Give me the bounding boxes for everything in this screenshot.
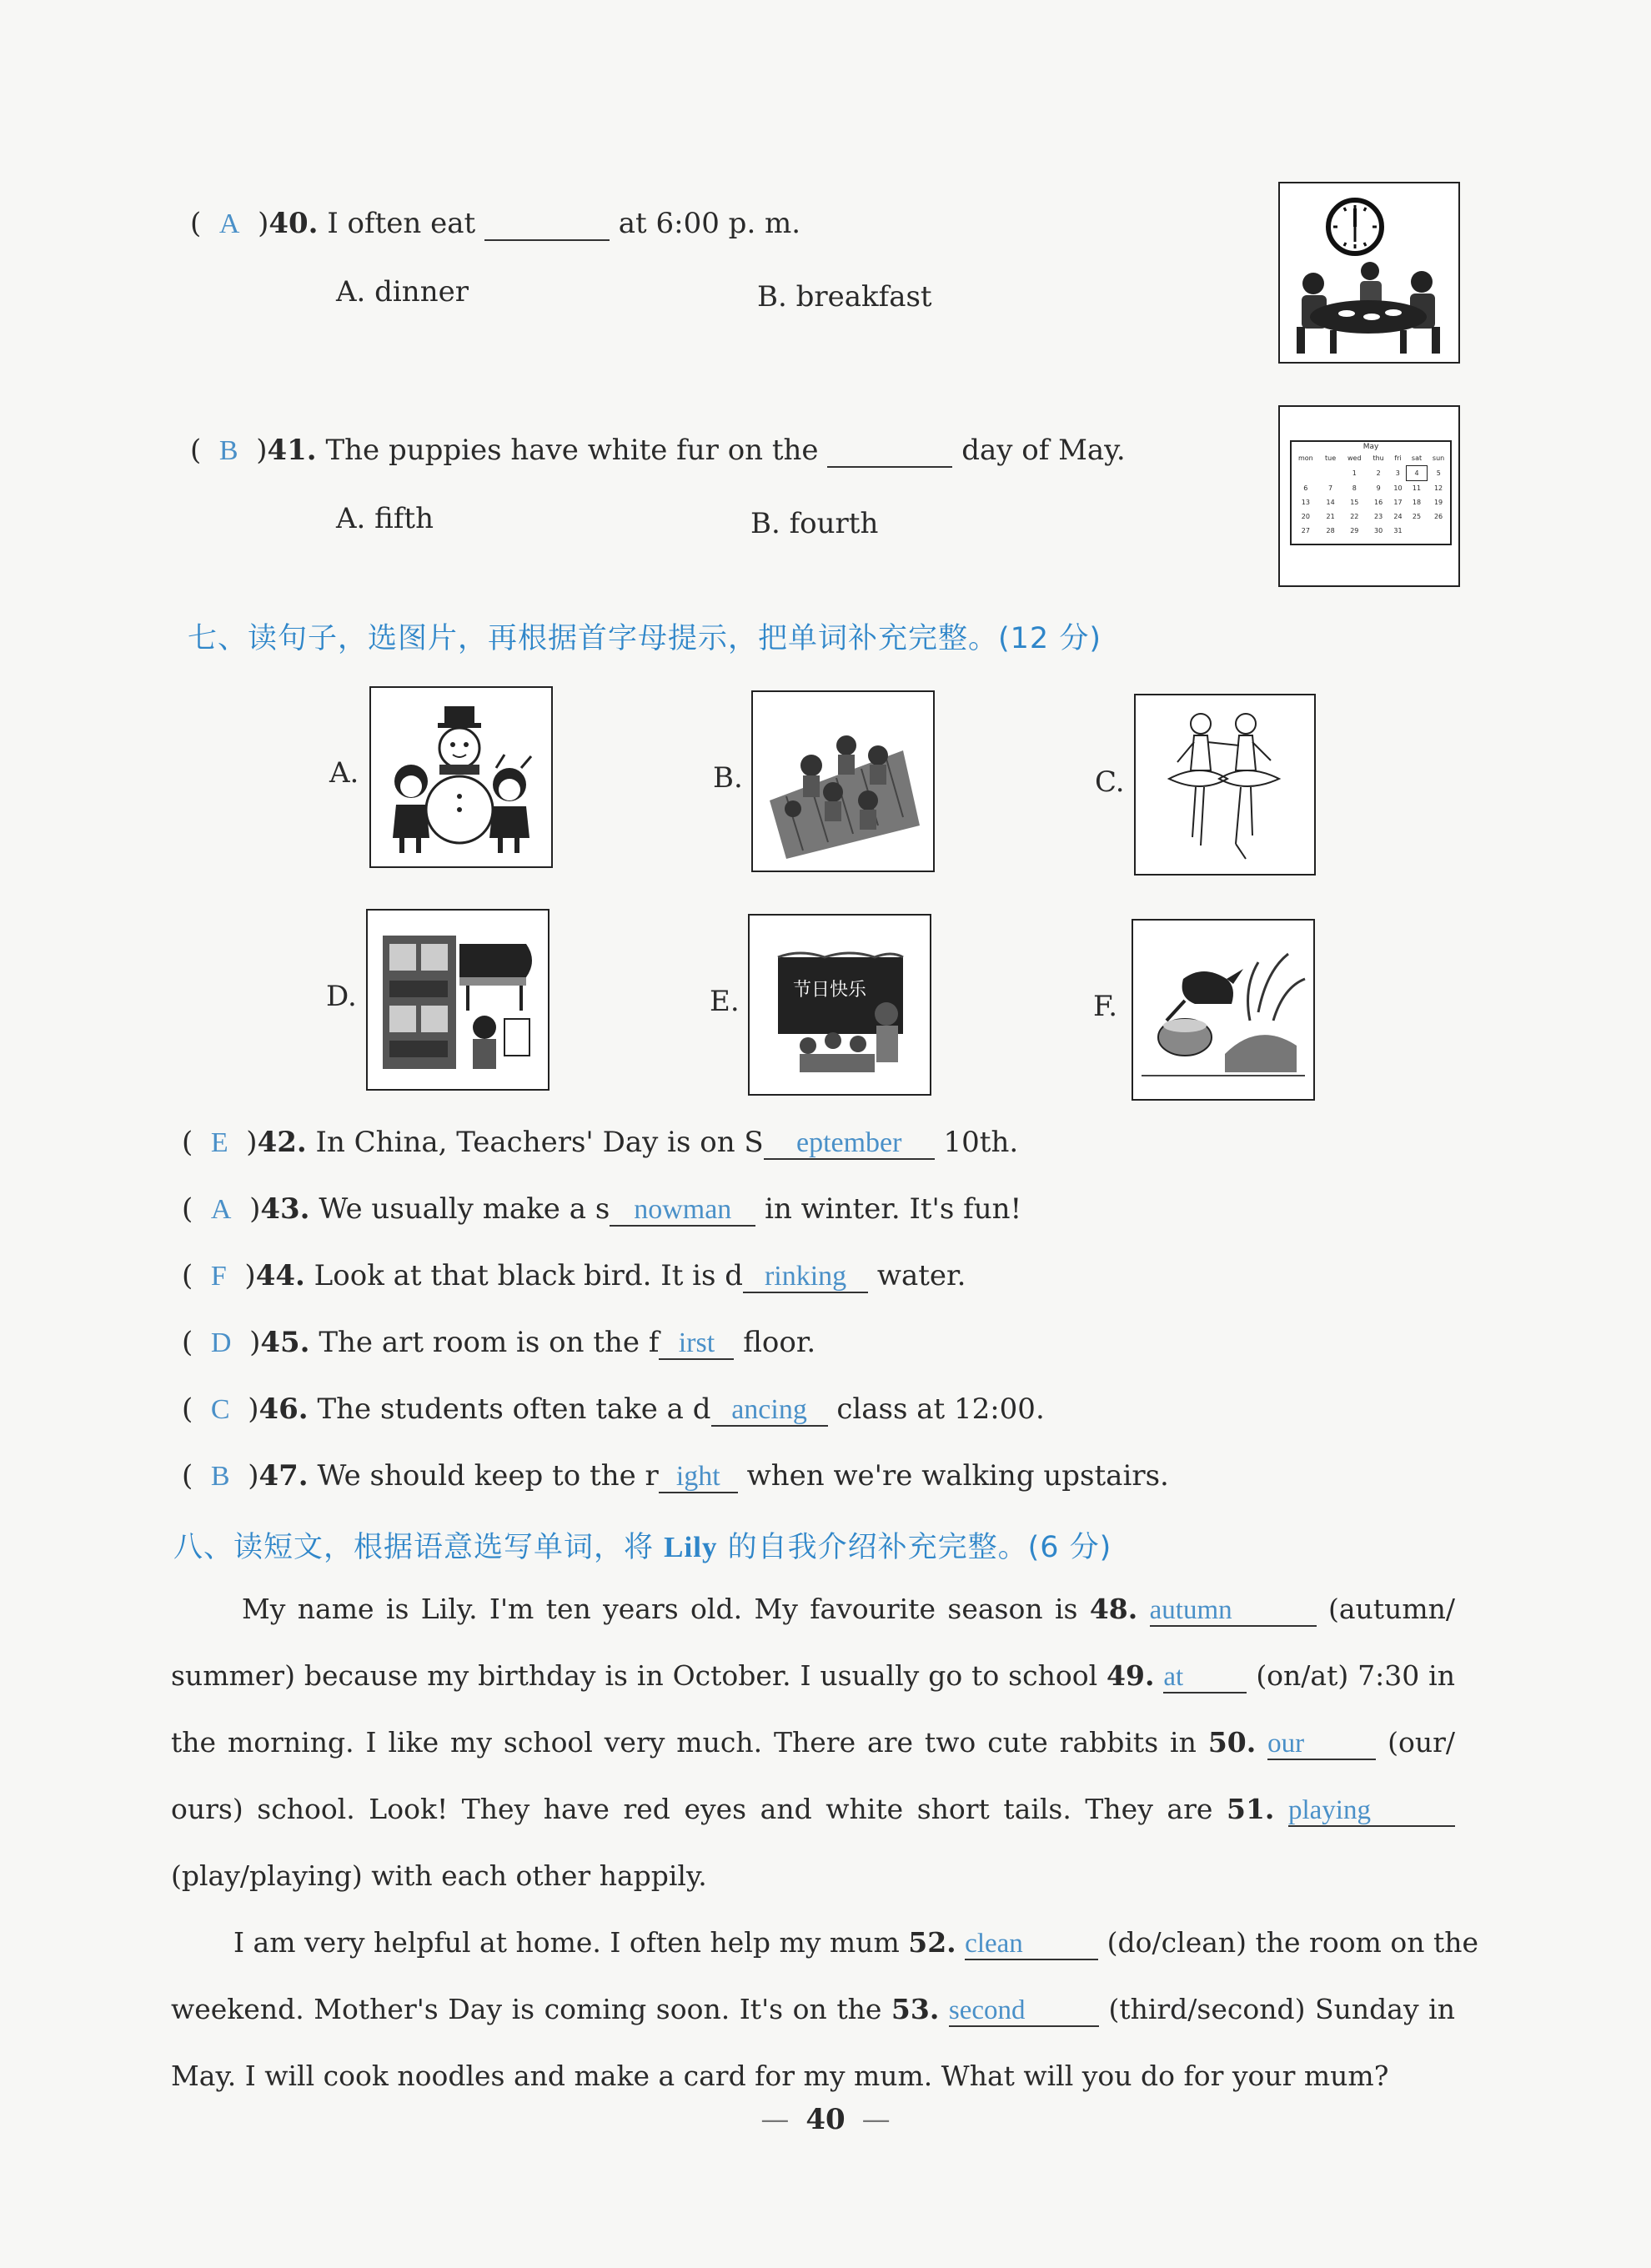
picture-label-d: D. xyxy=(326,980,357,1013)
answer-blank: eptember xyxy=(764,1127,935,1160)
question-text: floor. xyxy=(743,1326,816,1359)
passage-line xyxy=(171,1576,1455,1643)
question-text: in winter. It's fun! xyxy=(765,1192,1022,1226)
section-title-text: 的自我介绍补充完整。(6 分) xyxy=(727,1531,1112,1564)
question-41: ( B )41. The puppies have white fur on the day of May. xyxy=(190,434,1126,467)
passage xyxy=(171,1576,1478,2110)
answer-blank: ancing xyxy=(711,1394,828,1427)
question-text: In China, Teachers' Day is on S xyxy=(315,1126,764,1159)
calendar-date: 4 xyxy=(1407,466,1427,481)
calendar-table xyxy=(1292,451,1450,538)
calendar-date: 26 xyxy=(1433,513,1443,520)
answer-blank-51: playing xyxy=(1288,1795,1455,1827)
calendar-date: 31 xyxy=(1393,527,1403,534)
passage-text: (our/ xyxy=(1388,1726,1455,1759)
passage-text: weekend. Mother's Day is coming soon. It's on the xyxy=(171,1993,882,2025)
passage-text: (third/second) Sunday in xyxy=(1108,1993,1455,2025)
snowman-picture xyxy=(369,686,553,868)
calendar-date: 3 xyxy=(1395,469,1400,477)
answer-blank-48: autumn xyxy=(1150,1595,1317,1627)
blank-number: 50. xyxy=(1207,1726,1257,1759)
calendar-date: 30 xyxy=(1374,527,1383,534)
section-7-title: 七、读句子，选图片，再根据首字母提示，把单词补充完整。(12 分) xyxy=(188,622,1102,655)
stairs-picture xyxy=(751,690,935,872)
blank-number: 51. xyxy=(1226,1793,1275,1825)
passage-text: the morning. I like my school very much. There are two cute rabbits in xyxy=(171,1726,1197,1759)
question-text: We usually make a s xyxy=(319,1192,610,1226)
question-text: We should keep to the r xyxy=(317,1459,659,1493)
question-text: at 6:00 p. m. xyxy=(618,207,801,240)
passage-text: ours) school. Look! They have red eyes and white short tails. They are xyxy=(171,1793,1213,1825)
question-number: 43. xyxy=(260,1192,310,1226)
calendar-date: 17 xyxy=(1393,499,1403,506)
calendar-date: 20 xyxy=(1301,513,1310,520)
option-a: A. fifth xyxy=(336,502,434,535)
calendar-date: 8 xyxy=(1352,484,1357,492)
calendar-date: 25 xyxy=(1412,513,1422,520)
blank-number: 49. xyxy=(1107,1659,1155,1692)
question-45: ( D )45. The art room is on the f irst floor. xyxy=(182,1326,816,1359)
calendar-day-header: tue xyxy=(1325,454,1337,463)
calendar-date: 13 xyxy=(1301,499,1310,506)
question-text: The art room is on the f xyxy=(319,1326,660,1359)
passage-line xyxy=(171,1776,1455,1843)
calendar-day-header: thu xyxy=(1372,454,1384,463)
question-number: 40. xyxy=(268,207,319,240)
answer-blank: irst xyxy=(659,1327,734,1360)
page-number: — 40 — xyxy=(760,2103,891,2136)
calendar-date: 6 xyxy=(1303,484,1308,492)
calendar-day-header: sun xyxy=(1432,454,1445,463)
question-number: 45. xyxy=(260,1326,310,1359)
calendar-date xyxy=(1407,524,1427,538)
picture-label-c: C. xyxy=(1095,765,1125,799)
passage-text: (on/at) 7:30 in xyxy=(1256,1659,1455,1692)
calendar-date: 9 xyxy=(1376,484,1381,492)
calendar-date: 23 xyxy=(1374,513,1383,520)
answer-blank xyxy=(484,208,610,241)
blank-number: 48. xyxy=(1089,1593,1138,1625)
answer-41: B xyxy=(218,435,238,466)
answer-blank-49: at xyxy=(1163,1662,1247,1693)
question-47: ( B )47. We should keep to the r ight when we're walking upstairs. xyxy=(182,1459,1169,1493)
answer-blank: rinking xyxy=(743,1261,868,1293)
teachers-day-picture xyxy=(748,914,931,1096)
option-a: A. dinner xyxy=(336,275,469,309)
page-number-value: 40 xyxy=(805,2103,846,2136)
calendar-date: 19 xyxy=(1433,499,1443,506)
calendar-week xyxy=(1292,481,1450,496)
picture-label-e: E. xyxy=(710,985,740,1018)
question-text: The puppies have white fur on the xyxy=(325,434,819,467)
calendar-picture xyxy=(1278,405,1460,587)
answer-blank-50: our xyxy=(1267,1729,1376,1760)
calendar-date: 7 xyxy=(1328,484,1333,492)
picture-label-a: A. xyxy=(329,756,359,790)
passage-line xyxy=(171,1709,1455,1776)
question-43: ( A )43. We usually make a s nowman in winter. It's fun! xyxy=(182,1192,1022,1226)
calendar-date: 11 xyxy=(1412,484,1422,492)
passage-text: I am very helpful at home. I often help my mum xyxy=(233,1926,900,1959)
picture-label-f: F. xyxy=(1093,990,1118,1023)
answer-42: E xyxy=(210,1127,228,1158)
calendar-date: 27 xyxy=(1301,527,1310,534)
section-title-name: Lily xyxy=(664,1531,718,1563)
blank-number: 52. xyxy=(908,1926,956,1959)
section-8-title xyxy=(173,1524,1112,1566)
question-text: 10th. xyxy=(943,1126,1019,1159)
passage-line xyxy=(171,1976,1455,2043)
calendar-date: 2 xyxy=(1376,469,1381,477)
calendar-week xyxy=(1292,509,1450,524)
passage-text: summer) because my birthday is in October. I usually go to school xyxy=(171,1659,1098,1692)
art-room-picture xyxy=(366,909,549,1091)
calendar-week xyxy=(1292,466,1450,481)
blank-number: 53. xyxy=(891,1993,940,2025)
question-text: class at 12:00. xyxy=(836,1392,1045,1426)
question-number: 47. xyxy=(258,1459,309,1493)
calendar-day-header: sat xyxy=(1411,454,1423,462)
calendar-date: 12 xyxy=(1433,484,1443,492)
question-number: 44. xyxy=(255,1259,305,1292)
answer-blank-52: clean xyxy=(965,1929,1098,1960)
calendar-date: 29 xyxy=(1350,527,1359,534)
answer-43: A xyxy=(210,1194,232,1225)
question-text: Look at that black bird. It is d xyxy=(314,1259,744,1292)
calendar-day-header: mon xyxy=(1297,454,1313,463)
calendar-date xyxy=(1427,524,1450,538)
calendar-date: 22 xyxy=(1350,513,1359,520)
dancers-picture xyxy=(1134,694,1316,876)
question-number: 42. xyxy=(257,1126,307,1159)
calendar-date: 24 xyxy=(1393,513,1403,520)
calendar-date: 5 xyxy=(1436,469,1441,477)
answer-blank-53: second xyxy=(949,1995,1099,2027)
calendar-date: 21 xyxy=(1326,513,1335,520)
calendar-date: 28 xyxy=(1326,527,1335,534)
calendar-date: 14 xyxy=(1326,499,1335,506)
passage-text: (autumn/ xyxy=(1328,1593,1455,1625)
calendar-grid xyxy=(1290,440,1452,545)
calendar-date: 1 xyxy=(1352,469,1357,477)
blackboard-text: 节日快乐 xyxy=(793,980,867,1001)
option-b: B. fourth xyxy=(750,507,879,540)
answer-40: A xyxy=(218,208,240,239)
question-text: when we're walking upstairs. xyxy=(746,1459,1169,1493)
calendar-date: 15 xyxy=(1350,499,1359,506)
bird-drinking-picture xyxy=(1132,919,1315,1101)
passage-line: (play/playing) with each other happily. xyxy=(171,1859,707,1892)
calendar-day-header: fri xyxy=(1394,454,1402,463)
passage-line xyxy=(171,1643,1455,1709)
calendar-date xyxy=(1320,466,1342,481)
answer-47: B xyxy=(210,1461,230,1492)
passage-text: (do/clean) the room on the xyxy=(1107,1926,1478,1959)
answer-45: D xyxy=(210,1327,232,1358)
picture-label-b: B. xyxy=(713,761,743,795)
answer-46: C xyxy=(210,1394,230,1425)
question-text: water. xyxy=(876,1259,966,1292)
question-42: ( E )42. In China, Teachers' Day is on S eptember 10th. xyxy=(182,1126,1019,1159)
answer-blank: nowman xyxy=(610,1194,755,1227)
question-46: ( C )46. The students often take a d ancing class at 12:00. xyxy=(182,1392,1045,1426)
question-44: ( F )44. Look at that black bird. It is d rinking water. xyxy=(182,1259,966,1292)
answer-blank: ight xyxy=(659,1461,738,1493)
question-number: 46. xyxy=(258,1392,309,1426)
question-number: 41. xyxy=(267,434,317,467)
calendar-month: May xyxy=(1362,443,1379,451)
answer-44: F xyxy=(210,1261,227,1292)
calendar-week xyxy=(1292,524,1450,538)
calendar-date: 16 xyxy=(1374,499,1383,506)
passage-line xyxy=(171,1909,1478,1976)
question-text: day of May. xyxy=(961,434,1126,467)
calendar-week xyxy=(1292,495,1450,509)
calendar-date: 10 xyxy=(1393,484,1403,492)
section-title-text: 八、读短文，根据语意选写单词，将 xyxy=(173,1531,655,1564)
option-b: B. breakfast xyxy=(757,280,932,314)
answer-blank xyxy=(827,435,952,468)
passage-text: My name is Lily. I'm ten years old. My favourite season is xyxy=(242,1593,1078,1625)
calendar-day-header: wed xyxy=(1347,454,1362,463)
dinner-picture xyxy=(1278,182,1460,364)
question-40: ( A )40. I often eat at 6:00 p. m. xyxy=(190,207,801,240)
question-text: The students often take a d xyxy=(317,1392,711,1426)
calendar-date xyxy=(1292,466,1320,481)
passage-line: May. I will cook noodles and make a card for my mum. What will you do for your mum? xyxy=(171,2060,1389,2092)
question-text: I often eat xyxy=(327,207,476,240)
calendar-date: 18 xyxy=(1412,499,1422,506)
